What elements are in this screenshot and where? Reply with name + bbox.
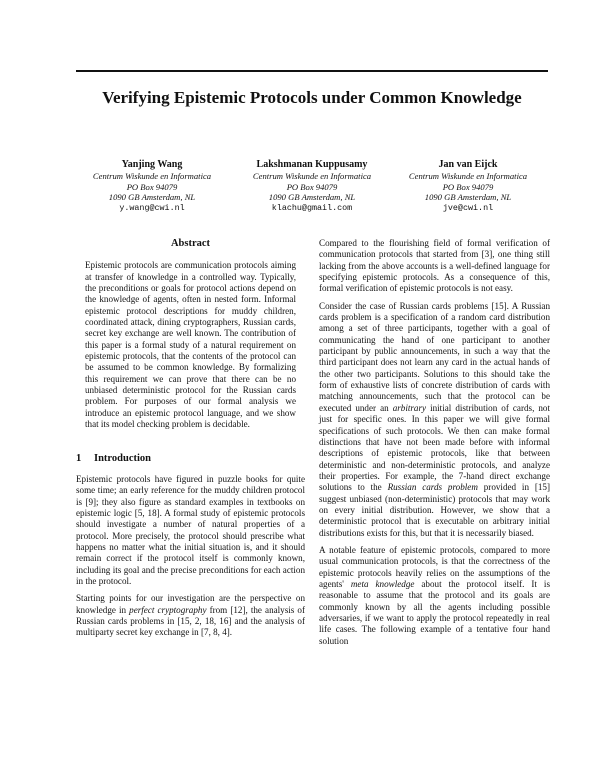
author-address: 1090 GB Amsterdam, NL [108, 192, 196, 203]
author-name: Jan van Eijck [438, 159, 498, 170]
title-rule [76, 70, 548, 72]
section-heading [76, 453, 305, 464]
abstract-text: Epistemic protocols are communication protocols aiming at transfer of knowledge in a controlled way. Typically, the preconditions or goals for protocol actions depend on the knowledge of agents, often in nested form. Informal epistemic protocol descriptions for muddy children, coordinated attack, dining cryptographers, Russian cards, secret key exchange are well known. The contribution of this paper is a formal study of a natural requirement on epistemic protocols, that the contents of the protocol can be assumed to be common knowledge. By formalizing this requirement we can prove that there can be no unbiased deterministic protocol for the Russian cards problem. For purposes of our formal analysis we introduce an epistemic protocol language, and we show that its model checking problem is decidable. [85, 260, 296, 430]
author-address: 1090 GB Amsterdam, NL [424, 192, 512, 203]
author-block-1 [67, 158, 237, 213]
author-block-3 [383, 158, 553, 213]
author-address: PO Box 94079 [442, 181, 494, 192]
author-affiliation: Centrum Wiskunde en Informatica [408, 171, 528, 181]
right-paragraph-1: Compared to the flourishing field of formal verification of communication protocols that started from [3], one thing still lacking from the above accounts is a well-defined language for specifying epistemic protocols. As a consequence of this, formal verification of epistemic protocols is not easy. [319, 238, 550, 294]
section-title: Introduction [94, 452, 151, 464]
author-email[interactable]: jve@cwi.nl [442, 202, 494, 213]
right-paragraph-2: Consider the case of Russian cards problems [15]. A Russian cards problem is a specification of a random card distribution among a set of three participants, together with a goal of communicating the hand of one participant to another participant by public announcements, in such a way that the third participant does not learn any card in the actual hands of the other two participants. Solutions to this should take the form of exhaustive lists of concrete distribution of cards with matching announcements, such that the protocol can be executed under an arbitrary initial distribution of cards, not just for specific ones. In this paper we will give formal specifications of such protocols. We then can make formal distinctions that have not been made before with informal descriptions of epistemic protocols, like that between deterministic and non-deterministic protocols, and analyze their properties. For example, the 7-hand direct exchange solutions to the Russian cards problem provided in [15] suggest unbiased (non-deterministic) protocols that may work on every initial distribution. However, we show that a deterministic protocol that is executable on arbitrary initial distributions exists for this, but that it is necessarily biased. [319, 300, 550, 538]
author-affiliation: Centrum Wiskunde en Informatica [252, 171, 372, 181]
intro-paragraph-2: Starting points for our investigation are the perspective on knowledge in perfect cryptography from [12], the analysis of Russian cards problems in [15, 2, 18, 16] and the analysis of multiparty secret key exchange in [7, 8, 4]. [76, 593, 305, 638]
left-column [76, 238, 305, 639]
right-column [319, 238, 550, 647]
author-address: PO Box 94079 [126, 181, 178, 192]
author-address: 1090 GB Amsterdam, NL [268, 192, 356, 203]
right-paragraph-3: A notable feature of epistemic protocols, compared to more usual communication protocols, is that the correctness of the epistemic protocols heavily relies on the assumptions of the agents' meta knowledge about the protocol itself. It is reasonable to assume that the protocol and its goals are commonly known by all the agents including possible adversaries, if we want to apply the protocol repeatedly in real life cases. The following example of a tentative four hand solution [319, 544, 550, 646]
author-affiliation: Centrum Wiskunde en Informatica [92, 171, 212, 181]
abstract-heading: Abstract [170, 238, 211, 249]
author-email[interactable]: y.wang@cwi.nl [119, 202, 185, 213]
author-email[interactable]: klachu@gmail.com [271, 202, 353, 213]
author-name: Lakshmanan Kuppusamy [256, 159, 368, 170]
intro-paragraph-1: Epistemic protocols have figured in puzzle books for quite some time; an early reference for the muddy children protocol is [9]; they also figure as standard examples in textbooks on epistemic logic [5, 18]. A formal study of epistemic protocols should investigate a number of natural properties of a protocol. More precisely, the protocol should prescribe what happens no matter what the initial situation is, and it should remain correct if the protocol itself is commonly known, including its goal and the precise preconditions for each action in the protocol. [76, 473, 305, 586]
author-address: PO Box 94079 [286, 181, 338, 192]
author-name: Yanjing Wang [121, 159, 183, 170]
paper-title: Verifying Epistemic Protocols under Common Knowledge [102, 88, 522, 107]
author-block-2 [227, 158, 397, 213]
section-number: 1 [76, 452, 82, 464]
